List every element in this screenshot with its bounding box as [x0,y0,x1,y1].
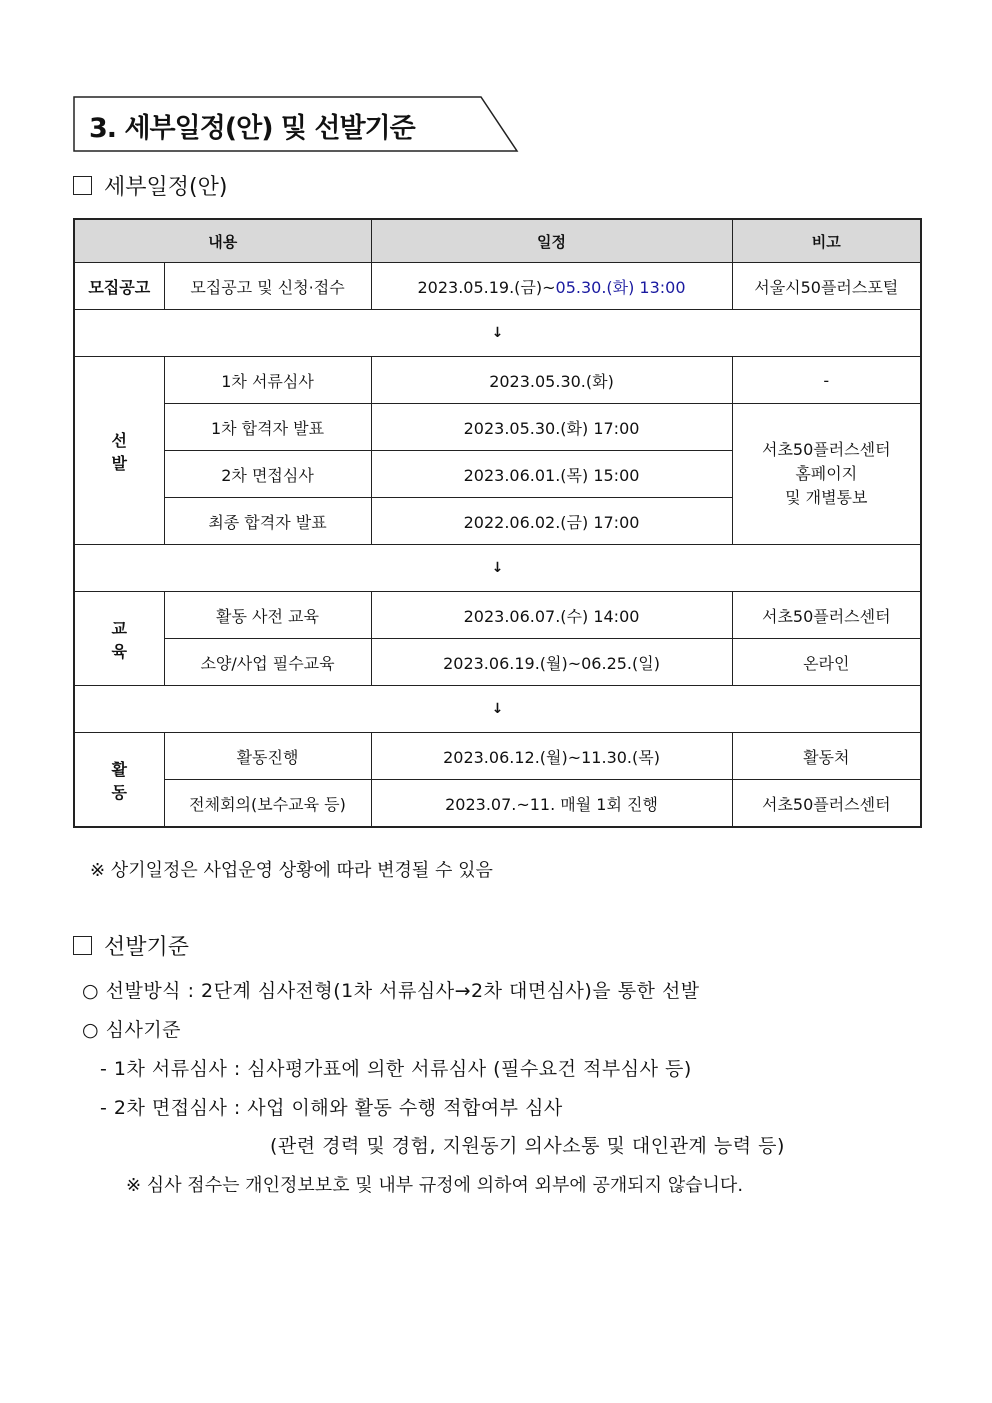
cell-item: 모집공고 및 신청·접수 [164,263,371,310]
category-activity: 활 동 [74,733,164,828]
cell-date [371,263,732,310]
cell-item: 전체회의(보수교육 등) [164,780,371,828]
arrow-row [74,310,921,357]
cell-note-merged [732,404,921,545]
cell-date: 2023.05.30.(화) 17:00 [371,404,732,451]
criteria-method: ○ 선발방식 : 2단계 심사전형(1차 서류심사→2차 대면심사)을 통한 선발 [82,980,700,1002]
note-line: 서초50플러스센터 [761,440,891,459]
criteria-second-detail: (관련 경력 및 경험, 지원동기 의사소통 및 대인관계 능력 등) [270,1135,785,1157]
criteria-first: - 1차 서류심사 : 심사평가표에 의한 서류심사 (필수요건 적부심사 등) [100,1058,692,1080]
table-row [74,357,921,404]
cell-note: 서초50플러스센터 [732,592,921,639]
table-row [74,639,921,686]
cell-date: 2023.07.~11. 매월 1회 진행 [371,780,732,828]
criteria-standard: ○ 심사기준 [82,1019,182,1041]
cell-item: 2차 면접심사 [164,451,371,498]
section-heading [73,96,517,152]
cell-item: 소양/사업 필수교육 [164,639,371,686]
down-arrow-icon: ↓ [74,686,921,733]
cell-date: 2023.06.07.(수) 14:00 [371,592,732,639]
criteria-section-title [73,930,189,961]
table-row [74,592,921,639]
cell-item: 최종 합격자 발표 [164,498,371,545]
note-line: 홈페이지 [795,464,858,483]
category-education: 교 육 [74,592,164,686]
note-line: 및 개별통보 [785,488,868,507]
cell-date: 2023.06.19.(월)~06.25.(일) [371,639,732,686]
checkbox-square-icon [73,936,92,955]
down-arrow-icon: ↓ [74,310,921,357]
cell-item: 1차 서류심사 [164,357,371,404]
arrow-row [74,686,921,733]
table-row [74,404,921,451]
schedule-table [73,218,922,828]
cell-date: 2023.06.12.(월)~11.30.(목) [371,733,732,780]
cell-note: - [732,357,921,404]
table-header-row [74,219,921,263]
table-row [74,263,921,310]
cell-item: 활동진행 [164,733,371,780]
down-arrow-icon: ↓ [74,545,921,592]
header-date: 일정 [371,219,732,263]
cell-note: 서울시50플러스포털 [732,263,921,310]
table-row [74,780,921,828]
arrow-row [74,545,921,592]
cell-date: 2023.06.01.(목) 15:00 [371,451,732,498]
header-content: 내용 [74,219,371,263]
table-row [74,733,921,780]
header-note: 비고 [732,219,921,263]
cell-item: 1차 합격자 발표 [164,404,371,451]
heading-title: 3. 세부일정(안) 및 선발기준 [89,113,415,144]
cell-note: 서초50플러스센터 [732,780,921,828]
privacy-note: ※ 심사 점수는 개인정보보호 및 내부 규정에 의하여 외부에 공개되지 않습니다. [126,1175,744,1196]
cell-item: 활동 사전 교육 [164,592,371,639]
schedule-section-title [73,170,227,201]
category-selection: 선 발 [74,357,164,545]
checkbox-square-icon [73,176,92,195]
cell-note: 활동처 [732,733,921,780]
date-end: 05.30.(화) 13:00 [555,277,686,297]
category-recruit: 모집공고 [74,263,164,310]
cell-date: 2022.06.02.(금) 17:00 [371,498,732,545]
cell-note: 온라인 [732,639,921,686]
criteria-second: - 2차 면접심사 : 사업 이해와 활동 수행 적합여부 심사 [100,1097,563,1119]
schedule-note: ※ 상기일정은 사업운영 상황에 따라 변경될 수 있음 [90,860,493,881]
criteria-title-text: 선발기준 [104,935,190,960]
date-start: 2023.05.19.(금)~ [417,277,556,297]
schedule-title-text: 세부일정(안) [104,175,228,200]
cell-date: 2023.05.30.(화) [371,357,732,404]
